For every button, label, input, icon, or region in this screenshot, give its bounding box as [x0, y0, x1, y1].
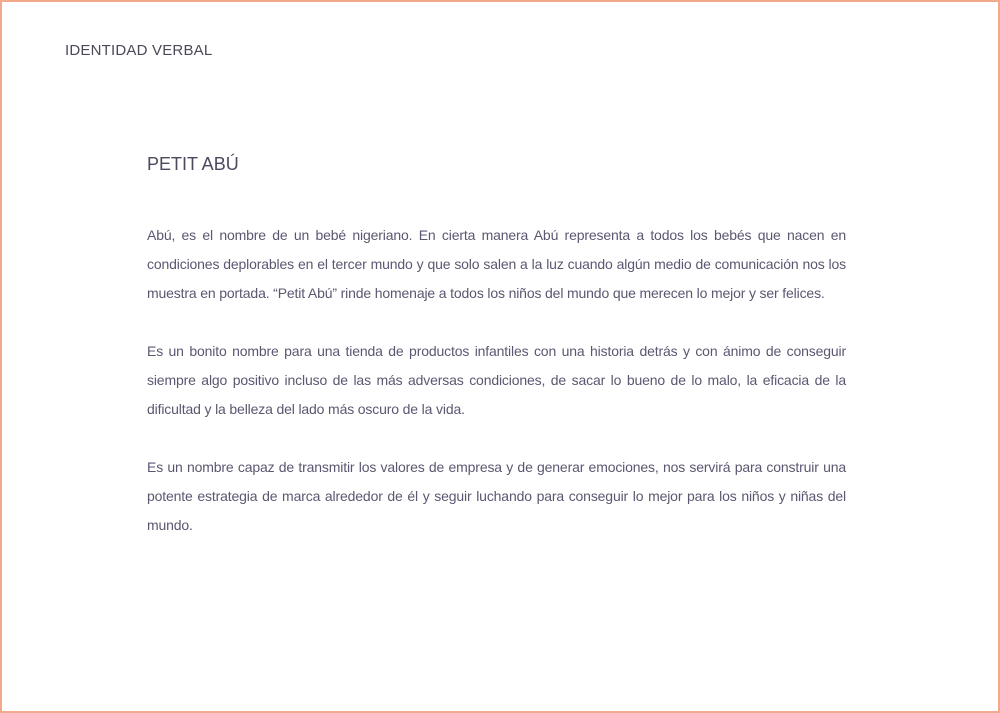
section-label: IDENTIDAD VERBAL [65, 42, 213, 59]
page-title: PETIT ABÚ [147, 154, 239, 174]
body-text [147, 221, 846, 569]
paragraph-3: Es un nombre capaz de transmitir los valores de empresa y de generar emociones, nos servirá para construir una potente estrategia de marca alrededor de él y seguir luchando para conseguir lo mejor para los niños y niñas del mundo. [147, 459, 846, 533]
paragraph-2: Es un bonito nombre para una tienda de productos infantiles con una historia detrás y con ánimo de conseguir siempre algo positivo incluso de las más adversas condiciones, de sacar lo bueno de lo malo, la eficacia de la dificultad y la belleza del lado más oscuro de la vida. [147, 343, 846, 417]
paragraph-1: Abú, es el nombre de un bebé nigeriano. En cierta manera Abú representa a todos los bebés que nacen en condiciones deplorables en el tercer mundo y que solo salen a la luz cuando algún medio de comunicación nos los muestra en portada. “Petit Abú” rinde homenaje a todos los niños del mundo que merecen lo mejor y ser felices. [147, 227, 846, 301]
